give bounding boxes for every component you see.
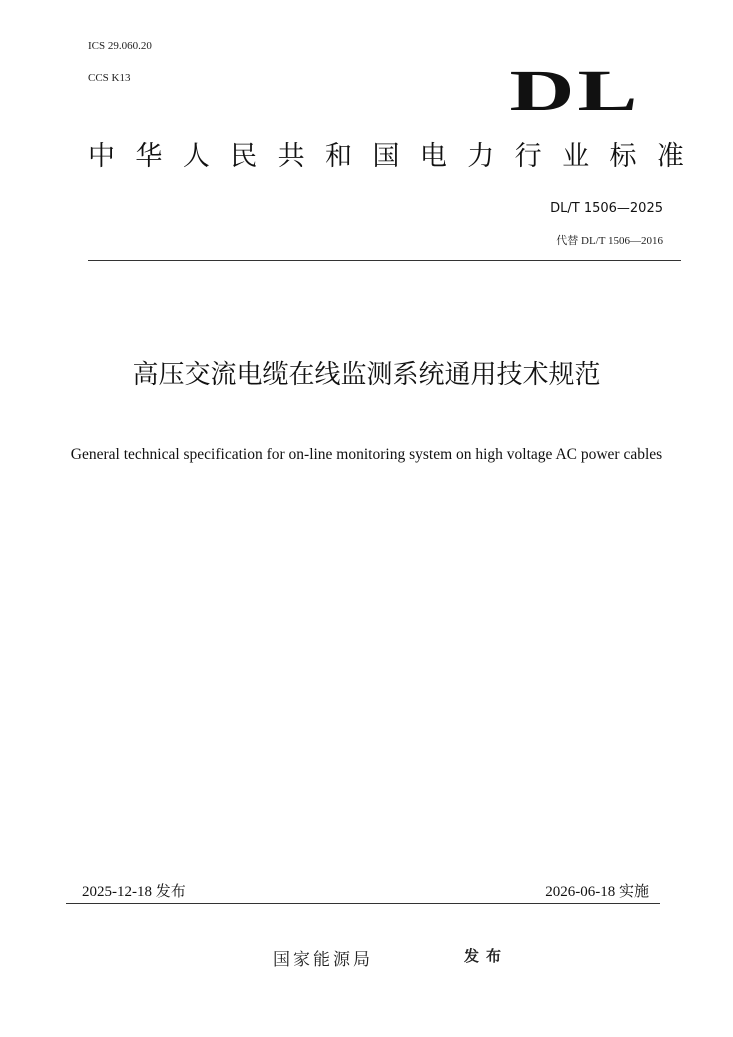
industry-heading-char: 电: [419, 141, 447, 172]
industry-heading-char: 华: [135, 141, 163, 172]
ccs-code: CCS K13: [88, 72, 131, 84]
document-title-english: General technical specification for on-line monitoring system on high voltage AC power cables: [70, 446, 663, 463]
bottom-divider: [66, 903, 660, 904]
industry-heading-char: 人: [182, 141, 210, 172]
industry-heading-char: 国: [372, 141, 400, 172]
implementation-date: 2026-06-18 实施: [545, 884, 649, 900]
industry-heading-char: 标: [609, 141, 637, 172]
publish-label: 发布: [464, 947, 509, 965]
industry-heading-char: 行: [514, 141, 542, 172]
industry-heading-char: 和: [325, 141, 353, 172]
top-divider: [88, 260, 681, 261]
dl-logo: DL: [509, 58, 641, 123]
industry-standard-heading: [88, 141, 684, 173]
industry-heading-char: 业: [562, 141, 590, 172]
industry-heading-char: 力: [467, 141, 495, 172]
ics-code: ICS 29.060.20: [88, 40, 152, 52]
industry-heading-char: 共: [277, 141, 305, 172]
industry-heading-char: 准: [656, 141, 684, 172]
standard-number: DL/T 1506—2025: [550, 201, 663, 216]
industry-heading-char: 中: [88, 141, 115, 172]
industry-heading-char: 民: [230, 141, 258, 172]
replaces-standard: 代替 DL/T 1506—2016: [556, 235, 663, 247]
document-title-chinese: 高压交流电缆在线监测系统通用技术规范: [132, 360, 601, 390]
issue-date: 2025-12-18 发布: [82, 884, 186, 900]
issuing-authority: 国家能源局: [273, 950, 373, 970]
